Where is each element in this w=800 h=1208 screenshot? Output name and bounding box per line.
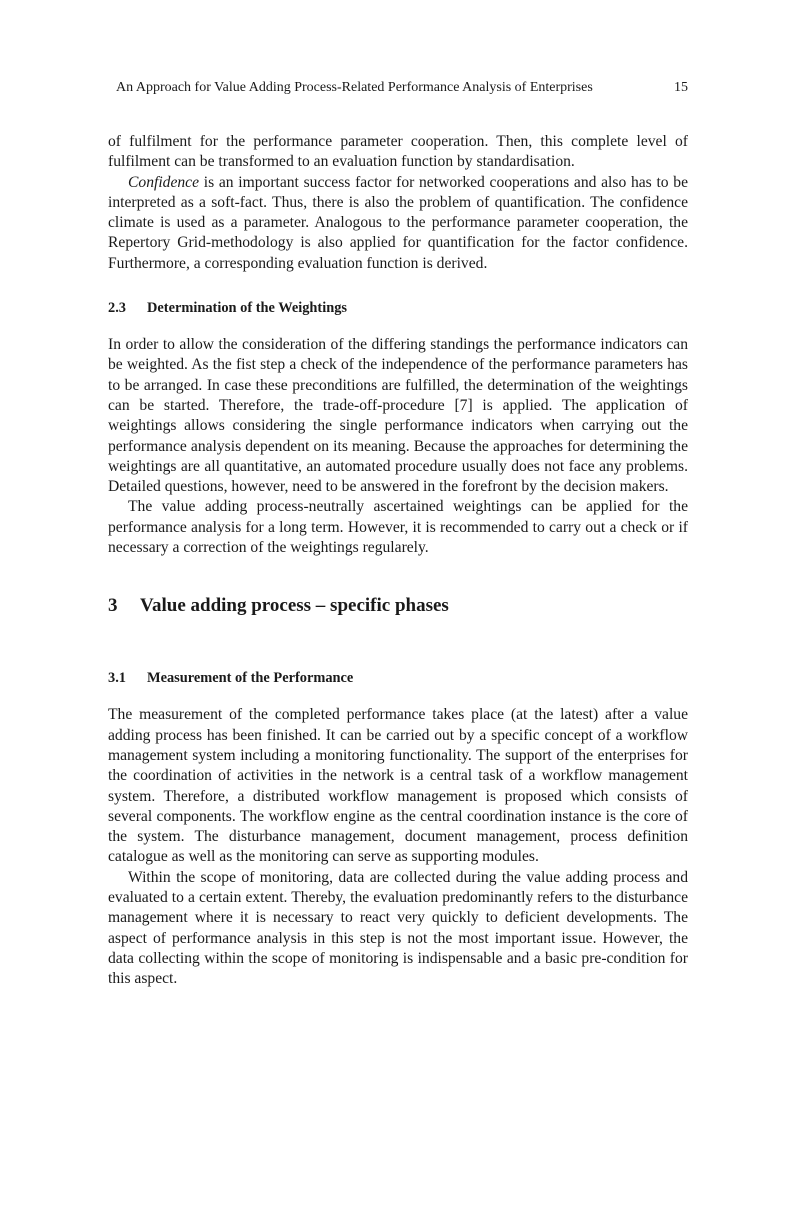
- paragraph-continuation: of fulfilment for the performance parameter cooperation. Then, this complete level of fulfilment can be transformed to an evaluation function by standardisation.: [108, 133, 688, 171]
- subsection-number: 3.1: [108, 670, 126, 687]
- paragraph-confidence: [108, 173, 688, 274]
- subsection-title: Determination of the Weightings: [147, 300, 347, 317]
- body-text: [108, 132, 688, 990]
- paragraph-measurement-2: Within the scope of monitoring, data are collected during the value adding process and evaluated to a certain extent. Thereby, the evaluation predominantly refers to the disturbance management where it is necessary to react very quickly to deficient developments. The aspect of performance analysis in this step is not the most important issue. However, the data collecting within the scope of monitoring is indispensable and a basic pre-condition for this aspect.: [108, 868, 688, 988]
- subsection-number: 2.3: [108, 300, 126, 317]
- emphasis-confidence: Confidence: [128, 173, 200, 191]
- section-number: 3: [108, 595, 118, 617]
- paragraph-measurement-1: The measurement of the completed performance takes place (at the latest) after a value adding process has been finished. It can be carried out by a specific concept of a workflow management system including a monitoring functionality. The support of the enterprises for the coordination of activities in the network is a central task of a workflow management system. Therefore, a distributed workflow management is proposed which consists of several components. The workflow engine as the central coordination instance is the core of the system. The disturbance management, document management, process definition catalogue as well as the monitoring can serve as supporting modules.: [108, 706, 688, 866]
- section-heading-3: [108, 594, 688, 618]
- page-number: 15: [674, 80, 688, 95]
- running-head-title: An Approach for Value Adding Process-Related Performance Analysis of Enterprises: [116, 80, 593, 95]
- paragraph-weightings-1: In order to allow the consideration of the differing standings the performance indicators can be weighted. As the fist step a check of the independence of the performance parameters has to be arranged. In case these preconditions are fulfilled, the determination of the weightings can be started. Therefore, the trade-off-procedure [7] is applied. The application of weightings allows considering the single performance indicators when carrying out the performance analysis dependent on its meaning. Because the approaches for determining the weightings are all quantitative, an automated procedure usually does not face any problems. Detailed questions, however, need to be answered in the forefront by the decision makers.: [108, 336, 688, 496]
- subsection-title: Measurement of the Performance: [147, 670, 354, 687]
- section-title: Value adding process – specific phases: [140, 595, 449, 617]
- running-head: [108, 78, 688, 98]
- paragraph-weightings-2: The value adding process-neutrally ascertained weightings can be applied for the performance analysis for a long term. However, it is recommended to carry out a check or if necessary a correction of the weightings regularely.: [108, 498, 688, 557]
- paragraph-confidence-text: is an important success factor for networked cooperations and also has to be interpreted as a soft-fact. Thus, there is also the problem of quantification. The confidence climate is used as a parameter. Analogous to the performance parameter cooperation, the Repertory Grid-methodology is also applied for quantification for the factor confidence. Furthermore, a corresponding evaluation function is derived.: [108, 173, 688, 272]
- subsection-heading-3-1: [108, 668, 688, 688]
- subsection-heading-2-3: [108, 298, 688, 318]
